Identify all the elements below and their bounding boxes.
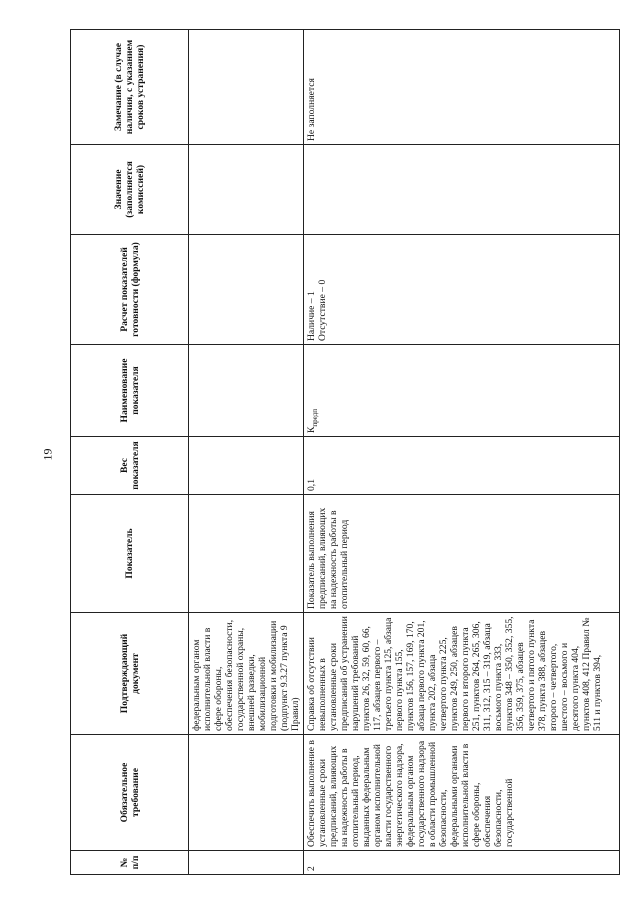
cell-value: [304, 145, 620, 235]
header-calculation: Расчет показателей готовности (формула): [71, 235, 189, 345]
cell-indicator-name: [304, 345, 620, 437]
cell-calculation: [189, 235, 304, 345]
cell-note: [189, 30, 304, 145]
cell-document: федеральным органом исполнительной власти в сфере обороны, обеспечения безопасности, государственной охраны, внешней разведки, мобилизационной подготовки и мобилизации (подпункт 9.3.27 пункта 9 Правил): [189, 613, 304, 735]
cell-indicator: Показатель выполнения предписаний, влияющих на надежность работы в отопительный период: [304, 495, 620, 613]
header-row: [71, 30, 189, 875]
cell-note: Не заполняется: [304, 30, 620, 145]
cell-indicator-name: [189, 345, 304, 437]
table-row: [304, 30, 620, 875]
cell-calculation: Наличие – 1 Отсутствие – 0: [304, 235, 620, 345]
header-indicator-name: Наименование показателя: [71, 345, 189, 437]
cell-num: [189, 851, 304, 875]
readiness-table: [70, 29, 620, 875]
cell-requirement: [189, 735, 304, 851]
header-num: № п/п: [71, 851, 189, 875]
header-indicator: Показатель: [71, 495, 189, 613]
cell-document: Справка об отсутствии невыполненных в установленные сроки предписаний об устранении нарушений требований пунктов 26, 32, 59, 60, 66, 117, абзацев первого – третьего пункта 125, абзаца первого пункта 155, пунктов 156, 157, 169, 170, абзаца первого пункта 201, пункта 202, абзаца четвертого пункта 225, пунктов 249, 250, абзацев первого и второго пункта 251, пунктов 264, 265, 306, 311, 312, 315 – 319, абзаца восьмого пункта 333, пунктов 348 – 350, 352, 355, 356, 359, 375, абзацев четвертого и пятого пункта 378, пункта 388, абзацев второго – четвертого, шестого – восьмого и десятого пункта 404, пунктов 408, 412 Правил № 511 и пунктов 394,: [304, 613, 620, 735]
header-document: Подтверждающий документ: [71, 613, 189, 735]
table-row: [189, 30, 304, 875]
page-number: 19: [40, 448, 55, 461]
header-weight: Вес показателя: [71, 437, 189, 495]
indicator-subscript: предп: [310, 409, 319, 427]
cell-weight: 0,1: [304, 437, 620, 495]
indicator-symbol: К: [306, 426, 317, 433]
header-note: Замечание (в случае наличия, с указанием сроков устранения): [71, 30, 189, 145]
cell-weight: [189, 437, 304, 495]
header-requirement: Обязательное требование: [71, 735, 189, 851]
rotated-table-container: [70, 30, 620, 875]
cell-num: 2: [304, 851, 620, 875]
cell-requirement: Обеспечить выполнение в установленные сроки предписаний, влияющих на надежность работы в отопительный период, выданных федеральным органом исполнительной власти государственного энергетического надзора, федеральным органом государственного надзора в области промышленной безопасности, федеральными органами исполнительной власти в сфере обороны, обеспечения безопасности, государственной: [304, 735, 620, 851]
header-value: Значение (заполняется комиссией): [71, 145, 189, 235]
cell-indicator: [189, 495, 304, 613]
cell-value: [189, 145, 304, 235]
page-frame: [70, 30, 620, 875]
